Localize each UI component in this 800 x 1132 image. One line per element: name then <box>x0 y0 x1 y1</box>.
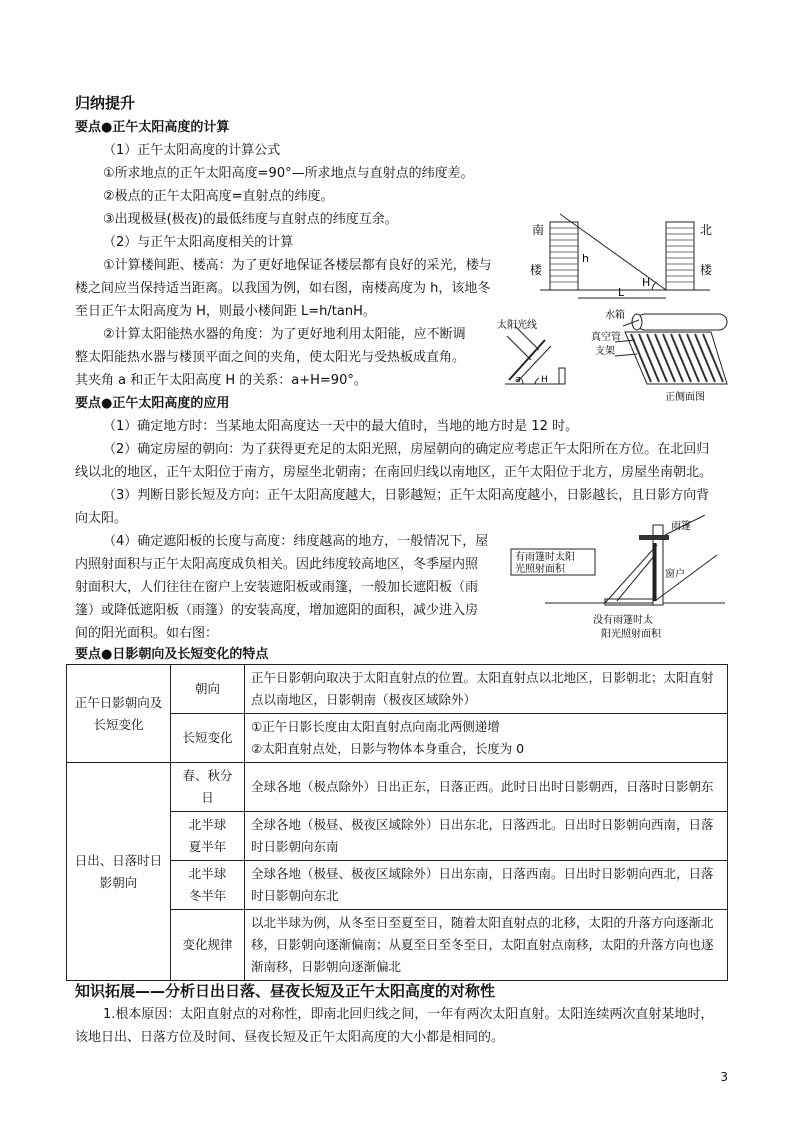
point-title-3: 要点●日影朝向及长短变化的特点 <box>75 647 269 662</box>
extension-title: 知识拓展——分析日出日落、昼夜长短及正午太阳高度的对称性 <box>75 982 496 1000</box>
label-south-building: 楼 <box>530 263 543 277</box>
label-h: h <box>582 252 589 265</box>
north-building <box>666 222 694 290</box>
paragraph: 线以北的地区，正午太阳位于南方，房屋坐北朝南；在南回归线以南地区，正午太阳位于北方，房屋坐南朝北。 <box>75 465 713 480</box>
row-value-line: ②太阳直射点处，日影与物体本身重合，长度为 0 <box>251 741 525 756</box>
paragraph: 至日正午太阳高度为 H，则最小楼间距 L=h/tanH。 <box>75 304 376 319</box>
paragraph: ①所求地点的正午太阳高度=90°—所求地点与直射点的纬度差。 <box>103 166 474 181</box>
label-awning: 雨篷 <box>671 521 691 532</box>
paragraph: （2）确定房屋的朝向：为了获得更充足的太阳光照，房屋朝向的确定应考虑正午太阳所在方位。在北回归 <box>103 442 710 457</box>
paragraph: 内照射面积与正午太阳高度成负相关。因此纬度较高地区，冬季屋内照 <box>75 557 479 572</box>
paragraph: （3）判断日影长短及方向：正午太阳高度越大，日影越短；正午太阳高度越小，日影越长，且日影方向背 <box>103 488 710 503</box>
label-a: a <box>515 375 521 385</box>
row-key: 朝向 <box>171 665 245 714</box>
awning <box>639 535 669 540</box>
south-building <box>550 222 578 290</box>
paragraph: 向太阳。 <box>75 511 128 526</box>
paragraph: ②计算太阳能热水器的角度：为了更好地利用太阳能，应不断调 <box>103 327 466 342</box>
label-with-awning-1: 有雨篷时太阳 <box>515 552 575 563</box>
label-stand: 支架 <box>595 346 615 357</box>
label-north-building: 楼 <box>700 263 713 277</box>
lit-area <box>605 599 653 605</box>
row-key-line: 夏半年 <box>188 839 227 854</box>
row-value: 全球各地（极点除外）日出正东，日落正西。此时日出时日影朝西，日落时日影朝东 <box>245 763 728 812</box>
table-row <box>67 763 728 812</box>
paragraph: （1）确定地方时：当某地太阳高度达一天中的最大值时，当地的地方时是 12 时。 <box>103 419 579 434</box>
paragraph: ②极点的正午太阳高度=直射点的纬度。 <box>103 189 334 204</box>
row-value: 以北半球为例，从冬至日至夏至日，随着太阳直射点的北移，太阳的升落方向逐渐北移，日影朝向逐渐偏南；从夏至日至冬至日，太阳直射点南移，太阳的升落方向也逐渐南移，日影朝向逐渐偏北 <box>245 910 728 981</box>
row-value <box>245 714 728 763</box>
paragraph: （2）与正午太阳高度相关的计算 <box>103 235 294 250</box>
row-value-line: ①正午日影长度由太阳直射点向南北两侧递增 <box>251 719 500 734</box>
row-key-line: 北半球 <box>188 817 227 832</box>
label-without-awning-1: 没有雨篷时太 <box>593 615 653 626</box>
row-key: 春、秋分日 <box>171 763 245 812</box>
paragraph: 1.根本原因：太阳直射点的对称性，即南北回归线之间，一年有两次太阳直射。太阳连续两次直射某地时， <box>103 1007 714 1022</box>
label-north: 北 <box>700 223 713 237</box>
label-without-awning-2: 阳光照射面积 <box>601 629 661 640</box>
row-value: 全球各地（极昼、极夜区域除外）日出东北，日落西北。日出时日影朝向西南，日落时日影朝向东南 <box>245 812 728 861</box>
label-H2: H <box>541 375 548 385</box>
paragraph: 该地日出、日落方位及时间、昼夜长短及正午太阳高度的大小都是相同的。 <box>75 1030 505 1045</box>
paragraph: ①计算楼间距、楼高：为了更好地保证各楼层都有良好的采光，楼与 <box>103 258 492 273</box>
paragraph: 篷）或降低遮阳板（雨篷）的安装高度，增加遮阳的面积，减少进入房 <box>75 603 479 618</box>
figure-caption: 正侧面图 <box>665 392 705 403</box>
label-window: 窗户 <box>665 569 685 580</box>
page-number: 3 <box>720 1070 728 1084</box>
paragraph: 楼之间应当保持适当距离。以我国为例，如右图，南楼高度为 h，该地冬 <box>75 281 491 296</box>
label-H: H <box>642 276 651 289</box>
paragraph: （1）正午太阳高度的计算公式 <box>103 143 281 158</box>
label-L: L <box>618 286 625 299</box>
row-value: 正午日影朝向取决于太阳直射点的位置。太阳直射点以北地区，日影朝北；太阳直射点以南地区，日影朝南（极夜区域除外） <box>245 665 728 714</box>
point-title-1: 要点●正午太阳高度的计算 <box>75 120 230 135</box>
paragraph: 射面积大，人们往往在窗户上安装遮阳板或雨篷，一般加长遮阳板（雨 <box>75 580 479 595</box>
label-with-awning-2: 光照射面积 <box>515 564 565 575</box>
row-key: 变化规律 <box>171 910 245 981</box>
paragraph: ③出现极昼(极夜)的最低纬度与直射点的纬度互余。 <box>103 212 398 227</box>
group-label: 日出、日落时日影朝向 <box>67 763 171 981</box>
row-key <box>171 861 245 910</box>
paragraph: （4）确定遮阳板的长度与高度：纬度越高的地方，一般情况下，屋 <box>103 534 489 549</box>
building-spacing-figure <box>520 212 730 307</box>
section-heading: 归纳提升 <box>75 94 136 112</box>
shadow-table <box>66 664 728 981</box>
row-key-line: 冬半年 <box>188 888 227 903</box>
angle-arc <box>652 282 656 290</box>
side-view <box>497 318 565 385</box>
label-tank: 水箱 <box>605 310 625 321</box>
solar-heater-figure <box>497 306 732 406</box>
label-south: 南 <box>532 223 545 237</box>
paragraph: 间的阳光面积。如右图： <box>75 626 219 641</box>
row-value: 全球各地（极昼、极夜区域除外）日出东南，日落西南。日出时日影朝向西北，日落时日影朝向东北 <box>245 861 728 910</box>
row-key-line: 北半球 <box>188 866 227 881</box>
paragraph: 其夹角 a 和正午太阳高度 H 的关系：a+H=90°。 <box>75 373 367 388</box>
point-title-2: 要点●正午太阳高度的应用 <box>75 396 230 411</box>
table-row <box>67 665 728 714</box>
paragraph: 整太阳能热水器与楼顶平面之间的夹角，使太阳光与受热板成直角。 <box>75 350 466 365</box>
heater-perspective <box>591 308 727 403</box>
group-label: 正午日影朝向及长短变化 <box>67 665 171 763</box>
awning-figure <box>505 515 730 645</box>
row-key <box>171 812 245 861</box>
row-key: 长短变化 <box>171 714 245 763</box>
label-tube: 真空管 <box>591 332 621 343</box>
label-sunlight: 太阳光线 <box>497 320 537 331</box>
